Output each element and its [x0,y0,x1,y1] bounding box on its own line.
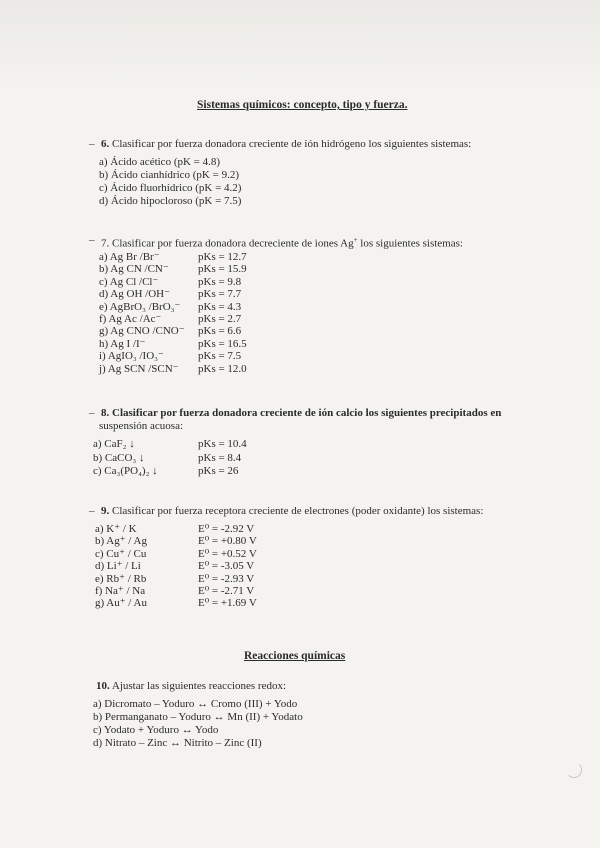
section-title-reacciones: Reacciones químicas [244,650,346,662]
question-number: 7. [101,237,110,250]
list-item-label: d) Ag OH /OH⁻ [99,288,170,301]
question-text: Clasificar por fuerza donadora decreciente de iones Ag [112,237,354,250]
list-item-value: pKs = 12.0 [198,362,247,375]
list-item-value: pKs = 26 [198,465,239,477]
question-9 [101,505,483,518]
list-item-label: j) Ag SCN /SCN⁻ [99,362,179,375]
list-item-label: b) Ag CN /CN⁻ [99,263,169,276]
list-item-value: pKs = 4.3 [198,300,242,313]
question-text: Clasificar por fuerza receptora creciente de electrones (poder oxidante) los sistemas: [112,505,484,517]
list-item-value: E⁰ = -3.05 V [198,560,255,573]
list-item-label: b) CaCO₃ ↓ [93,451,145,464]
margin-dash: – [89,407,95,419]
list-item-label: a) K⁺ / K [95,523,137,535]
question-text: Ajustar las siguientes reacciones redox: [111,680,287,692]
list-item-label: h) Ag I /I⁻ [99,337,146,350]
question-number: 8. [101,407,110,419]
list-item-value: pKs = 8.4 [198,451,242,464]
list-item-value: pKs = 7.7 [198,288,242,301]
list-item-value: pKs = 10.4 [198,438,247,450]
list-item-label: g) Ag CNO /CNO⁻ [99,325,185,338]
list-item-label: f) Na⁺ / Na [95,585,146,597]
list-item-value: pKs = 16.5 [198,337,247,350]
question-text-tail: los siguientes sistemas: [357,237,463,250]
question-8-line2: suspensión acuosa: [99,420,184,432]
list-item-label: a) CaF₂ ↓ [93,438,135,450]
list-item-value: E⁰ = +0.52 V [198,547,257,560]
list-item-value: pKs = 2.7 [198,313,242,325]
list-item-label: c) Ca₃(PO₄)₂ ↓ [93,465,158,477]
list-item-value: E⁰ = +1.69 V [198,597,257,610]
margin-dash: – [89,138,95,150]
question-7 [101,234,463,251]
section-title-sistemas: Sistemas químicos: concepto, tipo y fuerza. [197,99,408,111]
list-item: d) Nitrato – Zinc ↔ Nitrito – Zinc (II) [93,737,262,749]
list-item-value: pKs = 15.9 [198,263,247,276]
list-item-label: a) Ag Br /Br⁻ [99,251,160,263]
list-item-value: pKs = 9.8 [198,275,242,288]
list-item-value: E⁰ = -2.93 V [198,572,255,585]
list-item-label: b) Ag⁺ / Ag [95,535,147,548]
list-item-label: c) Ag Cl /Cl⁻ [99,275,159,288]
question-text: Clasificar por fuerza donadora creciente de ión calcio los siguientes precipitados en [112,407,502,419]
list-item: c) Yodato + Yoduro ↔ Yodo [93,724,219,736]
question-6 [101,138,471,151]
list-item-label: c) Cu⁺ / Cu [95,547,147,560]
list-item: b) Ácido cianhídrico (pK = 9.2) [99,169,239,181]
question-10 [96,680,286,693]
list-item-label: d) Li⁺ / Li [95,560,141,573]
margin-dash: – [89,505,95,517]
scan-mark [566,762,582,778]
list-item-value: E⁰ = +0.80 V [198,535,257,548]
list-item-label: g) Au⁺ / Au [95,597,147,610]
list-item-value: pKs = 7.5 [198,350,242,363]
question-number: 6. [101,138,110,150]
question-8 [101,407,501,420]
list-item-label: f) Ag Ac /Ac⁻ [99,313,162,325]
list-item: a) Dicromato – Yoduro ↔ Cromo (III) + Yodo [93,698,298,710]
list-item-value: pKs = 6.6 [198,325,242,338]
question-text: Clasificar por fuerza donadora creciente de ión hidrógeno los siguientes sistemas: [112,138,472,150]
margin-dash: – [89,234,95,246]
list-item-label: e) Rb⁺ / Rb [95,572,147,585]
list-item-value: pKs = 12.7 [198,251,247,263]
list-item-value: E⁰ = -2.92 V [198,523,255,535]
list-item: d) Ácido hipocloroso (pK = 7.5) [99,195,242,207]
question-number: 9. [101,505,110,517]
list-item: b) Permanganato – Yoduro ↔ Mn (II) + Yodato [93,711,303,723]
list-item-label: e) AgBrO₃ /BrO₃⁻ [99,300,181,313]
list-item-label: i) AgIO₃ /IO₃⁻ [99,350,164,363]
list-item: a) Ácido acético (pK = 4.8) [99,156,221,168]
list-item-value: E⁰ = -2.71 V [198,585,255,597]
superscript: + [353,236,358,244]
scan-shading [0,0,600,90]
list-item: c) Ácido fluorhídrico (pK = 4.2) [99,182,242,194]
question-number: 10. [96,680,110,692]
